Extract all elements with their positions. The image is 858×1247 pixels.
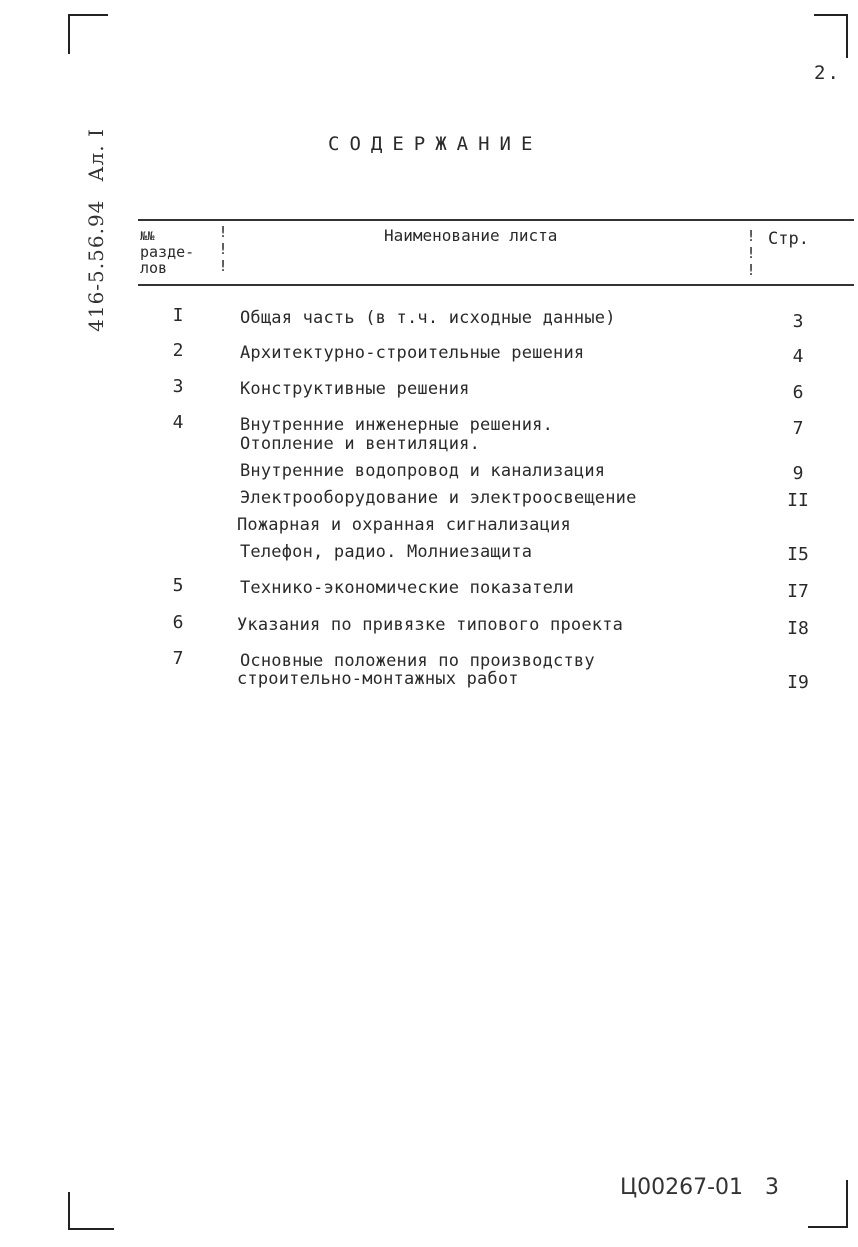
corner-mark-top-left [68,14,108,16]
sheet-name: Архитектурно-строительные решения [240,343,585,363]
section-number: 7 [172,648,184,669]
archive-sheet-number: 3 [765,1175,779,1200]
page-ref: 3 [792,311,804,332]
page-ref: 7 [792,418,804,439]
page-ref: 4 [792,346,804,367]
archive-stamp [620,1175,779,1200]
section-number: I [172,305,184,326]
section-number: 5 [172,575,184,596]
page-ref: I9 [787,672,809,693]
header-sheet-name: Наименование листа [384,226,558,245]
header-section-line2: разде- [140,243,195,261]
album-number: Ал. I [84,128,108,182]
corner-mark-top-right [846,14,848,58]
header-section-number [140,229,194,275]
sheet-name: Технико-экономические показатели [240,578,574,598]
sheet-name: строительно-монтажных работ [237,669,519,689]
page-ref: II [787,490,809,511]
page-number: 2. [814,62,841,84]
corner-mark-bottom-left [68,1192,70,1230]
column-divider-2: ! ! ! [746,227,756,279]
sheet-name: Общая часть (в т.ч. исходные данные) [240,308,616,328]
header-section-line3: лов [140,259,168,277]
side-document-code [84,128,108,332]
page-ref: I5 [787,544,809,565]
column-divider-1: ! ! ! [218,223,228,275]
corner-mark-bottom-right [846,1180,848,1228]
archive-code: Ц00267-01 [620,1175,743,1200]
sheet-name: Телефон, радио. Молниезащита [240,542,533,562]
page-title: СОДЕРЖАНИЕ [328,133,543,155]
sheet-name: Электрооборудование и электроосвещение [240,488,637,508]
page-ref: I8 [787,618,809,639]
table-header-rule [138,284,854,286]
sheet-name: Отопление и вентиляция. [240,434,481,454]
corner-mark-bottom-right [808,1226,848,1228]
section-number: 4 [172,412,184,433]
header-page: Стр. [768,229,809,249]
section-number: 2 [172,340,184,361]
section-number: 6 [172,612,184,633]
sheet-name: Основные положения по производству [240,651,595,671]
corner-mark-top-right [814,14,848,16]
sheet-name: Пожарная и охранная сигнализация [237,515,571,535]
sheet-name: Конструктивные решения [240,379,470,399]
corner-mark-top-left [68,14,70,54]
page-ref: 6 [792,382,804,403]
header-section-line1: №№ [140,229,155,243]
table-top-rule [138,219,854,221]
sheet-name: Внутренние инженерные решения. [240,415,554,435]
corner-mark-bottom-left [68,1228,114,1230]
page-ref: 9 [792,463,804,484]
sheet-name: Указания по привязке типового проекта [237,615,624,635]
section-number: 3 [172,376,184,397]
sheet-name: Внутренние водопровод и канализация [240,461,606,481]
page-ref: I7 [787,581,809,602]
document-code: 416-5.56.94 [84,199,108,332]
